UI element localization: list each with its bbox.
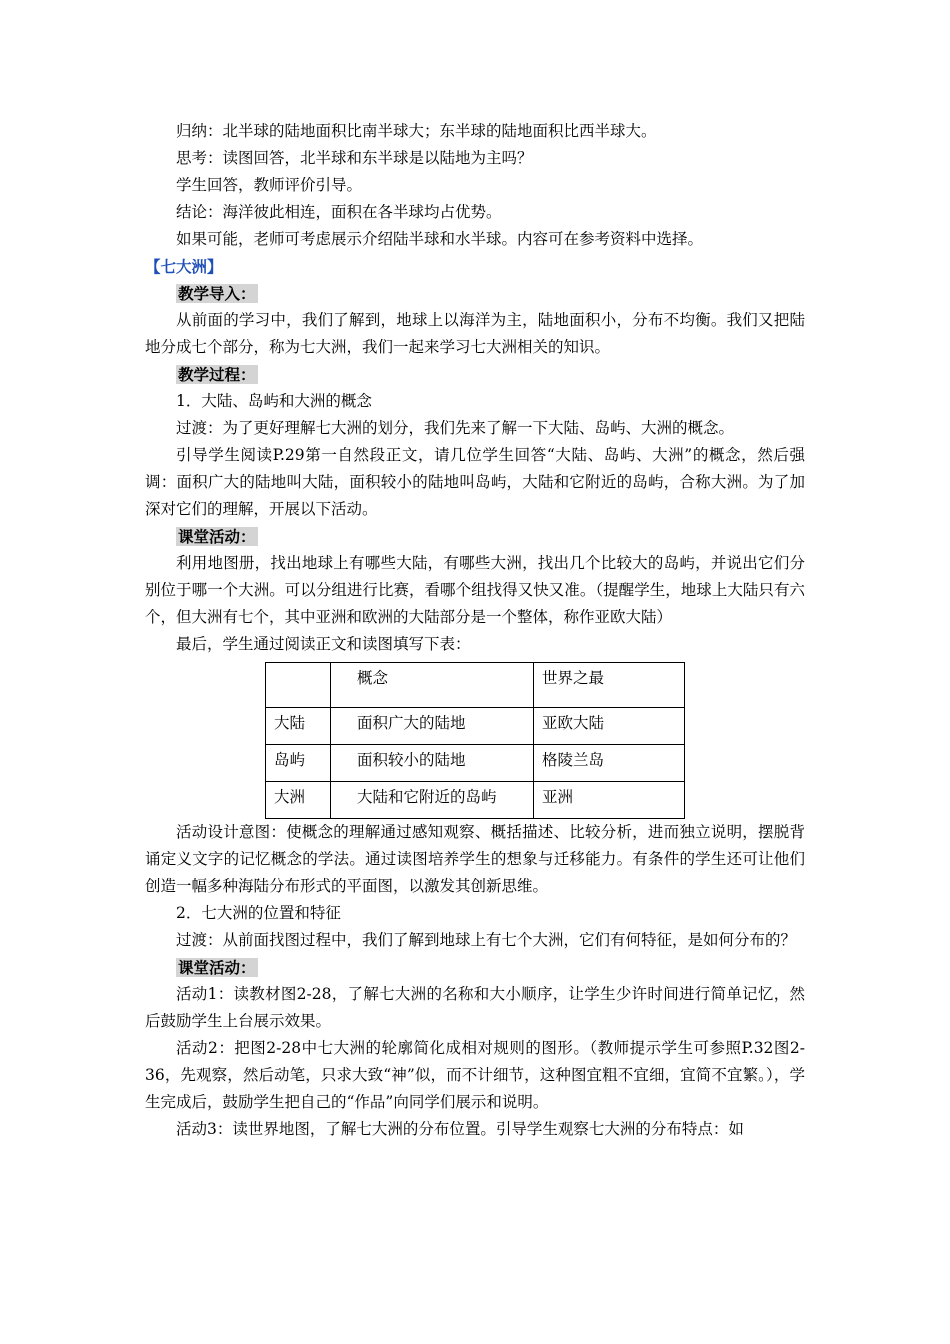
activity-label: 课堂活动：: [178, 527, 256, 546]
part1-guide: 引导学生阅读P.29第一自然段正文，请几位学生回答“大陆、岛屿、大洲”的概念，然后强调：面积广大的陆地叫大陆，面积较小的陆地叫岛屿，大陆和它附近的岛屿，合称大洲。为了加深对它们的理解，开展以下活动。: [145, 446, 805, 518]
intro-label: 教学导入：: [178, 284, 256, 303]
table-cell: 亚欧大陆: [534, 708, 685, 745]
activity-3: 活动3：读世界地图，了解七大洲的分布位置。引导学生观察七大洲的分布特点：如: [176, 1120, 744, 1138]
summary-line: 归纳：北半球的陆地面积比南半球大；东半球的陆地面积比西半球大。: [176, 122, 657, 140]
table-cell: 格陵兰岛: [534, 745, 685, 782]
table-header-cell: 世界之最: [534, 663, 685, 708]
part1-transition: 过渡：为了更好理解七大洲的划分，我们先来了解一下大陆、岛屿、大洲的概念。: [176, 419, 735, 437]
table-header-cell: 概念: [331, 663, 534, 708]
part2-transition: 过渡：从前面找图过程中，我们了解到地球上有七个大洲，它们有何特征，是如何分布的？: [176, 931, 797, 949]
activity-1: 活动1：读教材图2-28，了解七大洲的名称和大小顺序，让学生少许时间进行简单记忆，然后鼓励学生上台展示效果。: [145, 985, 805, 1030]
table-header-row: [266, 663, 685, 708]
table-cell: 面积较小的陆地: [331, 745, 534, 782]
activity-2: 活动2：把图2-28中七大洲的轮廓简化成相对规则的图形。（教师提示学生可参照P.32图2-36，先观察，然后动笔，只求大致“神”似，而不计细节，这种图宜粗不宜细，宜简不宜繁。），学生完成后，鼓励学生把自己的“作品”向同学们展示和说明。: [145, 1039, 805, 1111]
part2-title: 2．七大洲的位置和特征: [176, 904, 341, 922]
table-cell: 大陆: [266, 708, 331, 745]
design-intent: 活动设计意图：使概念的理解通过感知观察、概括描述、比较分析，进而独立说明，摆脱背诵定义文字的记忆概念的学法。通过读图培养学生的想象与迁移能力。有条件的学生还可让他们创造一幅多种海陆分布形式的平面图，以激发其创新思维。: [145, 823, 805, 895]
summary-line: 如果可能，老师可考虑展示介绍陆半球和水半球。内容可在参考资料中选择。: [176, 230, 704, 248]
process-label: 教学过程：: [178, 365, 256, 384]
part1-title: 1．大陆、岛屿和大洲的概念: [176, 392, 372, 410]
table-cell: 岛屿: [266, 745, 331, 782]
table-intro: 最后，学生通过阅读正文和读图填写下表：: [176, 635, 471, 653]
table-header-cell: [266, 663, 331, 708]
part1-activity-text: 利用地图册，找出地球上有哪些大陆，有哪些大洲，找出几个比较大的岛屿，并说出它们分别位于哪一个大洲。可以分组进行比赛，看哪个组找得又快又准。（提醒学生，地球上大陆只有六个，但大洲有七个，其中亚洲和欧洲的大陆部分是一个整体，称作亚欧大陆）: [145, 554, 805, 626]
table-row: [266, 782, 685, 819]
table-cell: 大洲: [266, 782, 331, 819]
summary-line: 思考：读图回答，北半球和东半球是以陆地为主吗？: [176, 149, 533, 167]
section-heading: 【七大洲】: [145, 257, 223, 276]
document-page: [145, 118, 805, 1143]
table-cell: 大陆和它附近的岛屿: [331, 782, 534, 819]
summary-line: 结论：海洋彼此相连，面积在各半球均占优势。: [176, 203, 502, 221]
activity-label: 课堂活动：: [178, 958, 256, 977]
table-cell: 面积广大的陆地: [331, 708, 534, 745]
summary-line: 学生回答，教师评价引导。: [176, 176, 363, 194]
table-row: [266, 745, 685, 782]
intro-text: 从前面的学习中，我们了解到，地球上以海洋为主，陆地面积小，分布不均衡。我们又把陆地分成七个部分，称为七大洲，我们一起来学习七大洲相关的知识。: [145, 311, 805, 356]
table-cell: 亚洲: [534, 782, 685, 819]
table-row: [266, 708, 685, 745]
concept-table: [265, 662, 685, 819]
